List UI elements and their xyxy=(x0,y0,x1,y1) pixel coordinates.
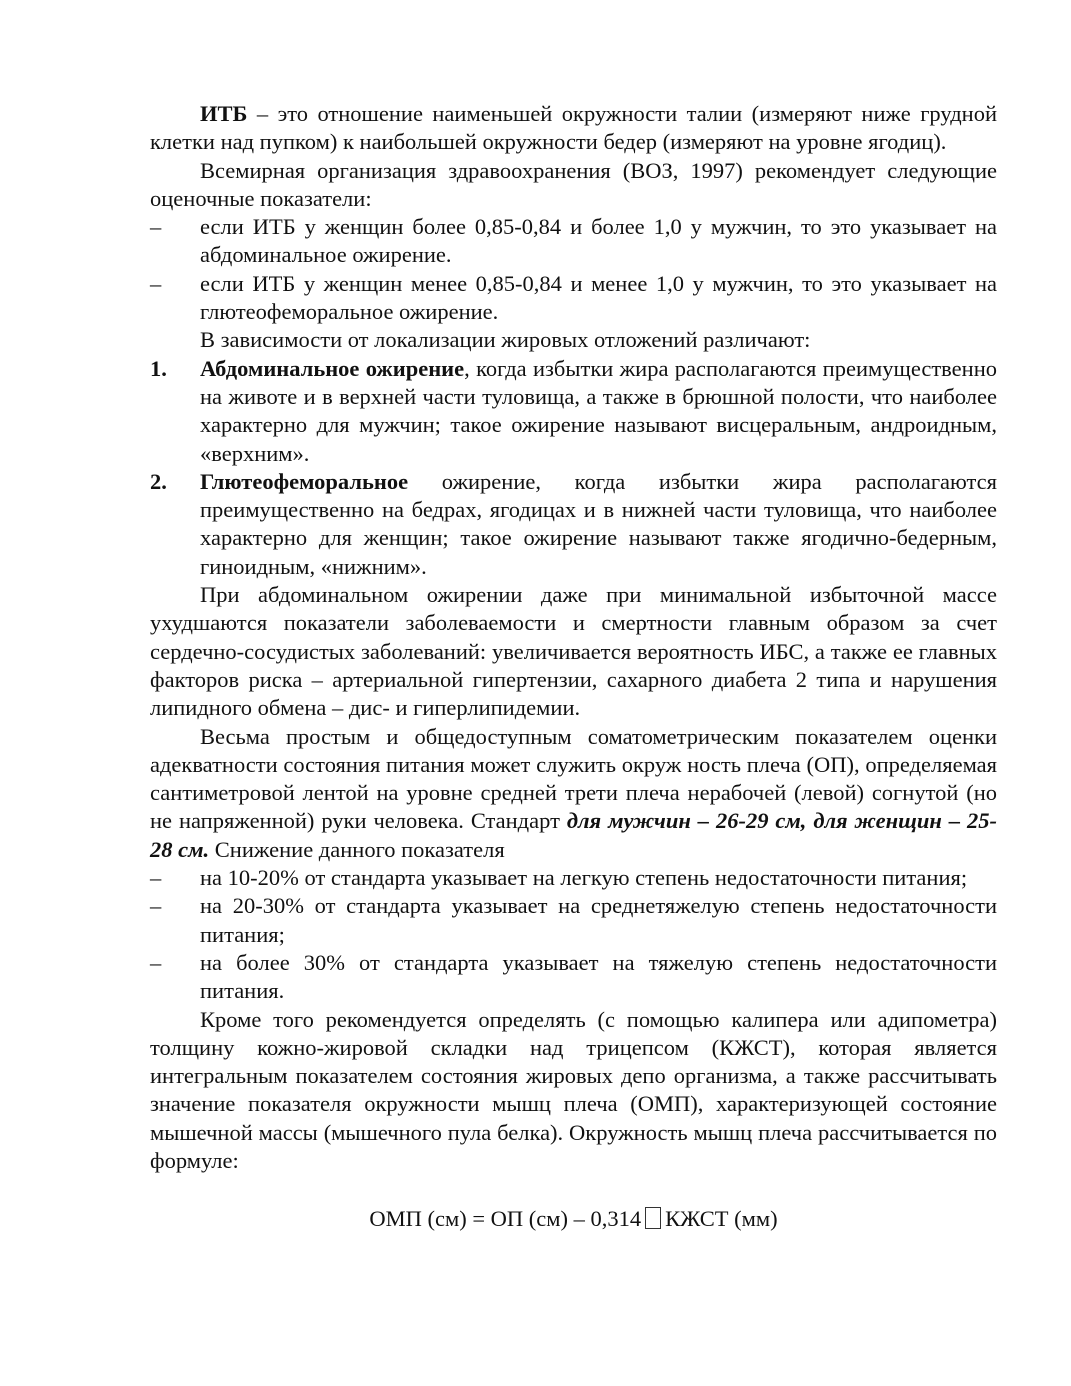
list-dash-marker: – xyxy=(150,893,162,919)
paragraph-localization: В зависимости от локализации жировых отложений различают: xyxy=(200,327,811,353)
list-item xyxy=(150,213,997,270)
missing-glyph-icon xyxy=(645,1207,661,1229)
paragraph-itb-definition xyxy=(150,100,997,157)
list-item-text: если ИТБ у женщин менее 0,85-0,84 и менее 1,0 у мужчин, то это указывает на глютеофеморальное ожирение. xyxy=(200,270,997,325)
formula-right: КЖСТ (мм) xyxy=(665,1206,778,1232)
standard-emphasis: для мужчин – 26-29 см, для женщин – 25-28 см. xyxy=(150,808,997,862)
paragraph-skinfold: Кроме того рекомендуется определять (с помощью калипера или адипометра) толщину кожно-жировой складки над трицепсом (КЖСТ), которая является интегральным показателем состояния жировых депо организма, а также рассчитывать значение показателя окружности мышц плеча (ОМП), характеризующей состояние мышечной массы (мышечного пула белка). Окружность мышц плеча рассчитывается по формуле: xyxy=(150,1006,997,1173)
document-page xyxy=(150,100,997,1234)
formula-left: ОМП (см) = ОП (см) – 0,314 xyxy=(369,1206,642,1232)
list-dash-marker: – xyxy=(150,865,162,891)
list-item-text: если ИТБ у женщин более 0,85-0,84 и более 1,0 у мужчин, то это указывает на абдоминальное ожирение. xyxy=(200,214,997,268)
paragraph-shoulder-circumference xyxy=(150,723,997,864)
item-number: 2. xyxy=(150,468,167,494)
numbered-item xyxy=(150,355,997,468)
list-dash-marker: – xyxy=(150,270,162,296)
numbered-item xyxy=(150,468,997,581)
list-item-text: на более 30% от стандарта указывает на тяжелую степень недостаточности питания. xyxy=(200,949,997,1004)
list-item xyxy=(150,864,997,892)
term-abdominal: Абдоминальное ожирение xyxy=(200,355,465,381)
list-item xyxy=(150,892,997,949)
numbered-item-text: ожирение, когда избытки жира располагаются преимущественно на бедрах, ягодицах и в нижней части туловища, что наиболее характерно для женщин; такое ожирение называют также ягодично-бедерным, гиноидным, «нижним». xyxy=(200,468,997,579)
shoulder-text-after: Снижение данного показателя xyxy=(209,836,505,862)
term-gluteofemoral: Глютеофеморальное xyxy=(200,468,409,494)
list-dash-marker: – xyxy=(150,949,162,975)
list-item xyxy=(150,270,997,327)
list-item-text: на 20-30% от стандарта указывает на среднетяжелую степень недостаточности питания; xyxy=(200,893,997,947)
paragraph-abdominal-risk: При абдоминальном ожирении даже при минимальной избыточной массе ухудшаются показатели заболеваемости и смертности главным образом за счет сердечно-сосудистых заболеваний: увеличивается вероятность ИБС, а также ее главных факторов риска – артериальной гипертензии, сахарного диабета 2 типа и нарушения липидного обмена – дис- и гиперлипидемии. xyxy=(150,582,997,721)
paragraph-who: Всемирная организация здравоохранения (ВОЗ, 1997) рекомендует следующие оценочные показатели: xyxy=(150,157,997,211)
term-itb: ИТБ xyxy=(200,101,248,126)
itb-definition-text: – это отношение наименьшей окружности талии (измеряют ниже грудной клетки над пупком) к наибольшей окружности бедер (измеряют на уровне ягодиц). xyxy=(150,101,997,155)
list-item xyxy=(150,949,997,1006)
numbered-item-text: , когда избытки жира располагаются преимущественно на животе и в верхней части туловища, а также в брюшной полости, что наиболее характерно для мужчин; такое ожирение называют висцеральным, андроидным, «верхним». xyxy=(200,355,997,466)
item-number: 1. xyxy=(150,355,167,381)
formula xyxy=(150,1205,997,1233)
list-dash-marker: – xyxy=(150,214,162,240)
shoulder-text-before: Весьма простым и общедоступным соматометрическим показателем оценки адекватности состояния питания может служить окруж ность плеча (ОП), определяемая сантиметровой лентой на уровне средней трети плеча нерабочей (левой) согнутой (но не напряженной) руки человека. Стандарт xyxy=(150,723,997,834)
list-item-text: на 10-20% от стандарта указывает на легкую степень недостаточности питания; xyxy=(200,865,968,891)
